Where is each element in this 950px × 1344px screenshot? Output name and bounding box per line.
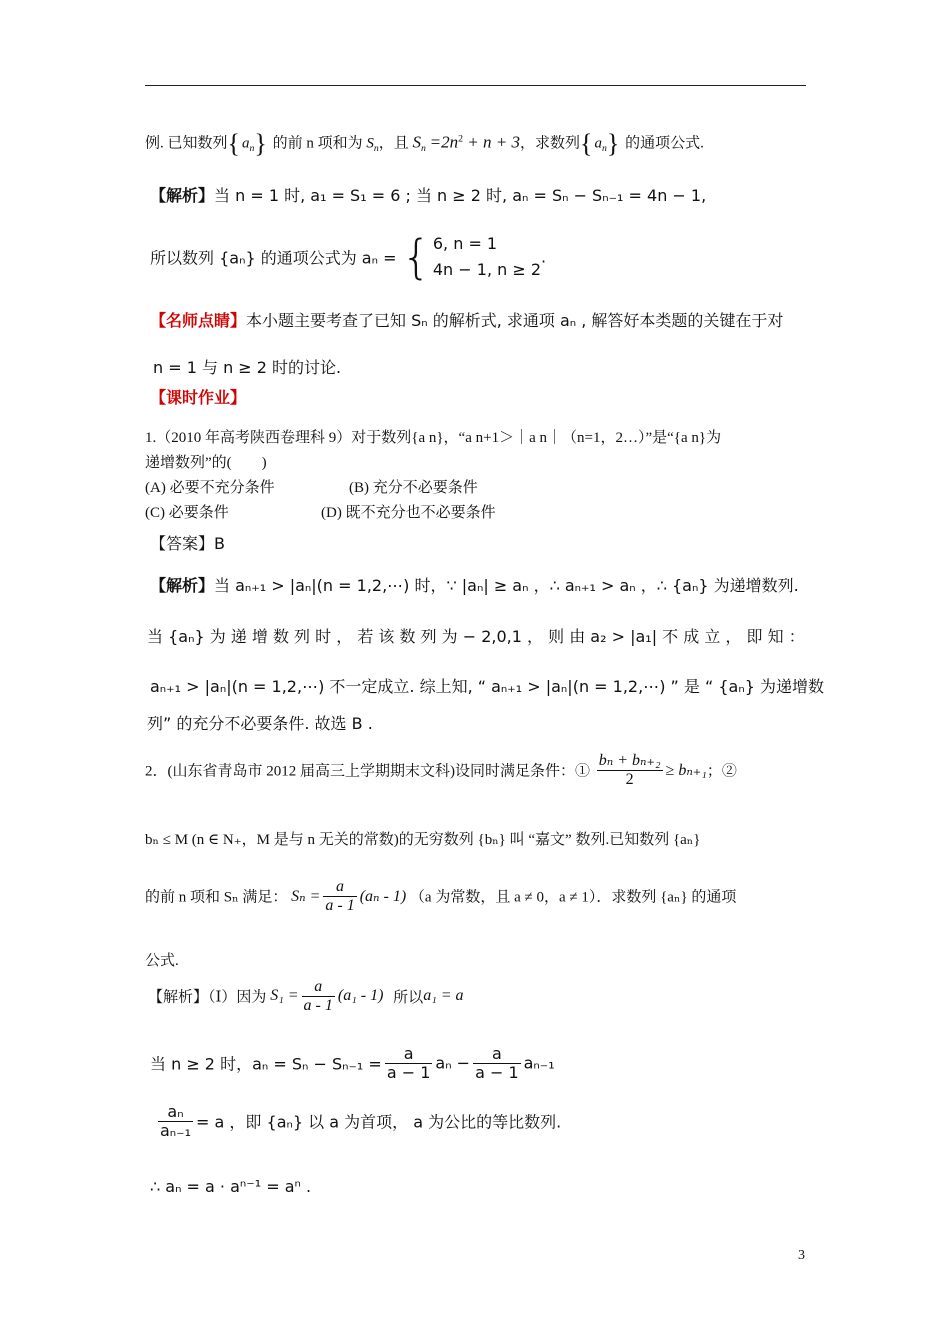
q2-solution-line-4: ∴ aₙ = a · aⁿ⁻¹ = aⁿ .	[150, 1177, 312, 1196]
teacher-tip-line-2: n = 1 与 n ≥ 2 时的讨论.	[153, 358, 342, 377]
analysis-1-line-1: 【解析】当 n = 1 时, a₁ = S₁ = 6 ; 当 n ≥ 2 时, aₙ = Sₙ − Sₙ₋₁ = 4n − 1,	[150, 186, 707, 205]
q2-stem-line-2: bₙ ≤ M (n ∈ N₊，M 是与 n 无关的常数)的无穷数列 {bₙ} 叫 “嘉文” 数列.已知数列 {aₙ}	[145, 832, 701, 848]
q1-option-a: (A) 必要不充分条件	[145, 480, 275, 496]
q2-sn-fraction: $\frac{a}{a - 1}$	[325, 878, 355, 914]
q1-option-d: (D) 既不充分也不必要条件	[321, 505, 496, 521]
q2-stem-line-4: 公式.	[145, 953, 179, 969]
q1-stem-line-1: 1.（2010 年高考陕西卷理科 9）对于数列{a n}，“a n+1＞｜a n｜（n=1，2…）”是“{a n}为	[145, 430, 722, 446]
q1-option-b: (B) 充分不必要条件	[349, 480, 478, 496]
piecewise-cases: 6, n = 1 4n − 1, n ≥ 2	[432, 234, 542, 279]
teacher-tip-line-1: 【名师点睛】本小题主要考查了已知 Sₙ 的解析式, 求通项 aₙ , 解答好本类题的关键在于对	[150, 311, 784, 330]
analysis-1-line-2: 所以数列 {aₙ} 的通项公式为 aₙ = { 6, n = 1 4n − 1, n ≥ 2 .	[150, 230, 547, 284]
q2-solution-line-3: $\frac{\text{aₙ}}{\text{aₙ₋₁}}$ = a ，即 {aₙ} 以 a 为首项， a 为公比的等比数列.	[160, 1102, 562, 1140]
q1-answer: 【答案】B	[150, 534, 225, 553]
analysis-tag: 【解析】	[150, 186, 215, 205]
q1-analysis-line-2: 当 {aₙ} 为 递 增 数 列 时 ， 若 该 数 列 为 − 2,0,1 ， 则 由 a₂ > |a₁| 不 成 立 ， 即 知 ：	[147, 627, 805, 646]
teacher-tip-tag: 【名师点睛】	[150, 311, 247, 330]
q2-stem-line-3: 的前 n 项和 Sₙ 满足： Sₙ = $\frac{a}{a - 1}$ (aₙ - 1) （a 为常数，且 a ≠ 0，a ≠ 1）．求数列 {aₙ} 的通项	[145, 878, 737, 914]
q2-stem-line-1: 2．(山东省青岛市 2012 届高三上学期期末文科)设同时满足条件：① $\frac{\text{bₙ + bₙ₊₂}}{2}$ ≥ bₙ₊₁；②	[145, 752, 737, 788]
q2-solution-line-2: 当 n ≥ 2 时，aₙ = Sₙ − Sₙ₋₁ = $\frac{a}{a - 1}$ aₙ − $\frac{a}{a - 1}$ aₙ₋₁	[150, 1044, 555, 1082]
q2-solution-line-1: 【解析】（Ⅰ）因为 S₁ = $\frac{a}{a - 1}$ (a₁ - 1) 所以a₁ = a	[148, 978, 464, 1014]
header-rule	[145, 85, 806, 86]
q1-analysis-line-3: aₙ₊₁ > |aₙ|(n = 1,2,⋯) 不一定成立. 综上知, “ aₙ₊₁ > |aₙ|(n = 1,2,⋯) ” 是 “ {aₙ} 为递增数	[150, 677, 824, 696]
page-number: 3	[798, 1248, 805, 1263]
homework-heading: 【课时作业】	[150, 388, 247, 407]
q1-stem-line-2: 递增数列”的( )	[145, 455, 267, 471]
q1-analysis-line-4: 列” 的充分不必要条件. 故选 B .	[147, 714, 373, 733]
example-lead: 例. 已知数列	[145, 135, 228, 152]
example-statement: 例. 已知数列{ $a_n$} 的前 n 项和为 $S_n$，且 $S_n =2n^2 + n + 3$，求数列{ $a_n$} 的通项公式.	[145, 129, 704, 158]
q1-analysis-line-1: 【解析】当 aₙ₊₁ > |aₙ|(n = 1,2,⋯) 时，∵ |aₙ| ≥ aₙ ，∴ aₙ₊₁ > aₙ ，∴ {aₙ} 为递增数列.	[150, 576, 799, 595]
q2-s1-fraction: $\frac{a}{a - 1}$	[303, 978, 333, 1014]
q2-condition-fraction: $\frac{\text{bₙ + bₙ₊₂}}{2}$	[598, 752, 661, 788]
q1-option-c: (C) 必要条件	[145, 505, 229, 521]
